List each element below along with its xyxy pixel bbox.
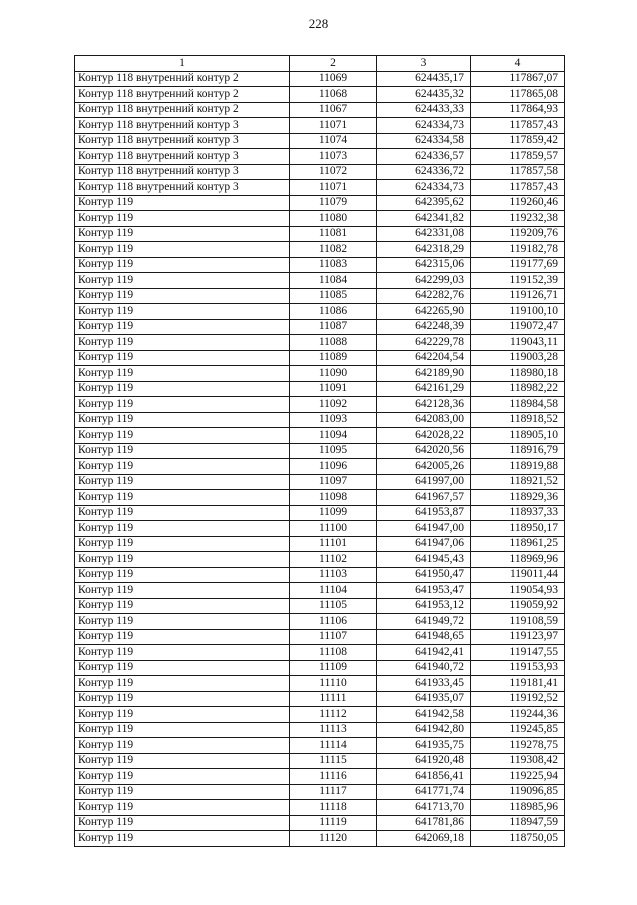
x-coordinate-cell: 641997,00 xyxy=(377,474,471,490)
table-row xyxy=(75,180,565,196)
x-coordinate-cell: 641947,06 xyxy=(377,536,471,552)
table-row xyxy=(75,800,565,816)
contour-name-cell: Контур 119 xyxy=(75,536,290,552)
table-row xyxy=(75,831,565,847)
table-row xyxy=(75,381,565,397)
point-number-cell: 11099 xyxy=(290,505,377,521)
x-coordinate-cell: 641781,86 xyxy=(377,815,471,831)
contour-name-cell: Контур 119 xyxy=(75,645,290,661)
y-coordinate-cell: 119003,28 xyxy=(471,350,565,366)
contour-name-cell: Контур 118 внутренний контур 2 xyxy=(75,102,290,118)
table-row xyxy=(75,815,565,831)
x-coordinate-cell: 642020,56 xyxy=(377,443,471,459)
point-number-cell: 11086 xyxy=(290,304,377,320)
x-coordinate-cell: 641933,45 xyxy=(377,676,471,692)
y-coordinate-cell: 119308,42 xyxy=(471,753,565,769)
y-coordinate-cell: 118961,25 xyxy=(471,536,565,552)
y-coordinate-cell: 118905,10 xyxy=(471,428,565,444)
y-coordinate-cell: 119100,10 xyxy=(471,304,565,320)
table-row xyxy=(75,474,565,490)
contour-name-cell: Контур 119 xyxy=(75,722,290,738)
point-number-cell: 11082 xyxy=(290,242,377,258)
x-coordinate-cell: 624435,17 xyxy=(377,71,471,87)
x-coordinate-cell: 641949,72 xyxy=(377,614,471,630)
point-number-cell: 11102 xyxy=(290,552,377,568)
contour-name-cell: Контур 118 внутренний контур 2 xyxy=(75,87,290,103)
x-coordinate-cell: 624336,57 xyxy=(377,149,471,165)
table-row xyxy=(75,397,565,413)
contour-name-cell: Контур 119 xyxy=(75,381,290,397)
table-row xyxy=(75,660,565,676)
point-number-cell: 11090 xyxy=(290,366,377,382)
y-coordinate-cell: 118929,36 xyxy=(471,490,565,506)
x-coordinate-cell: 641953,12 xyxy=(377,598,471,614)
contour-name-cell: Контур 119 xyxy=(75,428,290,444)
contour-name-cell: Контур 118 внутренний контур 3 xyxy=(75,118,290,134)
point-number-cell: 11083 xyxy=(290,257,377,273)
x-coordinate-cell: 642028,22 xyxy=(377,428,471,444)
table-row xyxy=(75,645,565,661)
y-coordinate-cell: 118982,22 xyxy=(471,381,565,397)
contour-name-cell: Контур 119 xyxy=(75,815,290,831)
x-coordinate-cell: 642005,26 xyxy=(377,459,471,475)
x-coordinate-cell: 642229,78 xyxy=(377,335,471,351)
y-coordinate-cell: 119278,75 xyxy=(471,738,565,754)
x-coordinate-cell: 641856,41 xyxy=(377,769,471,785)
x-coordinate-cell: 624334,58 xyxy=(377,133,471,149)
point-number-cell: 11096 xyxy=(290,459,377,475)
x-coordinate-cell: 641935,75 xyxy=(377,738,471,754)
y-coordinate-cell: 118984,58 xyxy=(471,397,565,413)
x-coordinate-cell: 642331,08 xyxy=(377,226,471,242)
contour-name-cell: Контур 119 xyxy=(75,257,290,273)
point-number-cell: 11081 xyxy=(290,226,377,242)
table-row xyxy=(75,552,565,568)
contour-name-cell: Контур 119 xyxy=(75,335,290,351)
point-number-cell: 11105 xyxy=(290,598,377,614)
y-coordinate-cell: 118950,17 xyxy=(471,521,565,537)
point-number-cell: 11073 xyxy=(290,149,377,165)
table-row xyxy=(75,195,565,211)
x-coordinate-cell: 641950,47 xyxy=(377,567,471,583)
y-coordinate-cell: 119232,38 xyxy=(471,211,565,227)
y-coordinate-cell: 119245,85 xyxy=(471,722,565,738)
contour-name-cell: Контур 119 xyxy=(75,226,290,242)
contour-name-cell: Контур 119 xyxy=(75,614,290,630)
point-number-cell: 11119 xyxy=(290,815,377,831)
contour-name-cell: Контур 119 xyxy=(75,474,290,490)
y-coordinate-cell: 118985,96 xyxy=(471,800,565,816)
y-coordinate-cell: 117857,43 xyxy=(471,180,565,196)
contour-name-cell: Контур 119 xyxy=(75,459,290,475)
x-coordinate-cell: 642315,06 xyxy=(377,257,471,273)
x-coordinate-cell: 624435,32 xyxy=(377,87,471,103)
table-row xyxy=(75,722,565,738)
table-row xyxy=(75,753,565,769)
y-coordinate-cell: 119072,47 xyxy=(471,319,565,335)
x-coordinate-cell: 642069,18 xyxy=(377,831,471,847)
contour-name-cell: Контур 118 внутренний контур 3 xyxy=(75,180,290,196)
table-row xyxy=(75,164,565,180)
table-row xyxy=(75,366,565,382)
y-coordinate-cell: 119054,93 xyxy=(471,583,565,599)
table-row xyxy=(75,304,565,320)
table-row xyxy=(75,102,565,118)
contour-name-cell: Контур 119 xyxy=(75,521,290,537)
contour-name-cell: Контур 119 xyxy=(75,707,290,723)
contour-name-cell: Контур 119 xyxy=(75,629,290,645)
point-number-cell: 11072 xyxy=(290,164,377,180)
point-number-cell: 11092 xyxy=(290,397,377,413)
point-number-cell: 11085 xyxy=(290,288,377,304)
y-coordinate-cell: 119209,76 xyxy=(471,226,565,242)
point-number-cell: 11106 xyxy=(290,614,377,630)
y-coordinate-cell: 119152,39 xyxy=(471,273,565,289)
x-coordinate-cell: 642265,90 xyxy=(377,304,471,320)
contour-name-cell: Контур 119 xyxy=(75,319,290,335)
point-number-cell: 11069 xyxy=(290,71,377,87)
contour-name-cell: Контур 119 xyxy=(75,397,290,413)
header-col-3: 3 xyxy=(377,56,471,72)
y-coordinate-cell: 117864,93 xyxy=(471,102,565,118)
point-number-cell: 11113 xyxy=(290,722,377,738)
point-number-cell: 11117 xyxy=(290,784,377,800)
contour-name-cell: Контур 119 xyxy=(75,598,290,614)
x-coordinate-cell: 641948,65 xyxy=(377,629,471,645)
y-coordinate-cell: 117857,43 xyxy=(471,118,565,134)
point-number-cell: 11104 xyxy=(290,583,377,599)
table-row xyxy=(75,490,565,506)
contour-name-cell: Контур 119 xyxy=(75,552,290,568)
point-number-cell: 11107 xyxy=(290,629,377,645)
table-row xyxy=(75,769,565,785)
x-coordinate-cell: 642248,39 xyxy=(377,319,471,335)
table-row xyxy=(75,71,565,87)
point-number-cell: 11100 xyxy=(290,521,377,537)
page-number: 228 xyxy=(308,16,329,31)
point-number-cell: 11087 xyxy=(290,319,377,335)
y-coordinate-cell: 117859,57 xyxy=(471,149,565,165)
x-coordinate-cell: 641935,07 xyxy=(377,691,471,707)
table-row xyxy=(75,784,565,800)
y-coordinate-cell: 119192,52 xyxy=(471,691,565,707)
table-row xyxy=(75,614,565,630)
contour-name-cell: Контур 119 xyxy=(75,211,290,227)
point-number-cell: 11089 xyxy=(290,350,377,366)
x-coordinate-cell: 641953,87 xyxy=(377,505,471,521)
y-coordinate-cell: 119177,69 xyxy=(471,257,565,273)
contour-name-cell: Контур 119 xyxy=(75,784,290,800)
y-coordinate-cell: 118921,52 xyxy=(471,474,565,490)
contour-name-cell: Контур 119 xyxy=(75,660,290,676)
table-row xyxy=(75,443,565,459)
x-coordinate-cell: 642083,00 xyxy=(377,412,471,428)
y-coordinate-cell: 118947,59 xyxy=(471,815,565,831)
table-row xyxy=(75,257,565,273)
y-coordinate-cell: 119059,92 xyxy=(471,598,565,614)
table-row xyxy=(75,521,565,537)
contour-name-cell: Контур 119 xyxy=(75,195,290,211)
point-number-cell: 11103 xyxy=(290,567,377,583)
contour-name-cell: Контур 119 xyxy=(75,753,290,769)
x-coordinate-cell: 642128,36 xyxy=(377,397,471,413)
y-coordinate-cell: 119096,85 xyxy=(471,784,565,800)
y-coordinate-cell: 119182,78 xyxy=(471,242,565,258)
header-col-1: 1 xyxy=(75,56,290,72)
y-coordinate-cell: 119260,46 xyxy=(471,195,565,211)
y-coordinate-cell: 119225,94 xyxy=(471,769,565,785)
contour-name-cell: Контур 119 xyxy=(75,567,290,583)
point-number-cell: 11084 xyxy=(290,273,377,289)
point-number-cell: 11118 xyxy=(290,800,377,816)
y-coordinate-cell: 118919,88 xyxy=(471,459,565,475)
table-row xyxy=(75,676,565,692)
x-coordinate-cell: 642204,54 xyxy=(377,350,471,366)
contour-name-cell: Контур 119 xyxy=(75,443,290,459)
point-number-cell: 11079 xyxy=(290,195,377,211)
table-row xyxy=(75,87,565,103)
point-number-cell: 11088 xyxy=(290,335,377,351)
table-row xyxy=(75,149,565,165)
y-coordinate-cell: 118980,18 xyxy=(471,366,565,382)
y-coordinate-cell: 118937,33 xyxy=(471,505,565,521)
y-coordinate-cell: 119181,41 xyxy=(471,676,565,692)
table-row xyxy=(75,691,565,707)
contour-name-cell: Контур 119 xyxy=(75,242,290,258)
table-row xyxy=(75,133,565,149)
x-coordinate-cell: 642395,62 xyxy=(377,195,471,211)
point-number-cell: 11110 xyxy=(290,676,377,692)
point-number-cell: 11097 xyxy=(290,474,377,490)
point-number-cell: 11067 xyxy=(290,102,377,118)
point-number-cell: 11071 xyxy=(290,180,377,196)
point-number-cell: 11109 xyxy=(290,660,377,676)
table-row xyxy=(75,459,565,475)
y-coordinate-cell: 117859,42 xyxy=(471,133,565,149)
x-coordinate-cell: 641940,72 xyxy=(377,660,471,676)
contour-name-cell: Контур 119 xyxy=(75,676,290,692)
x-coordinate-cell: 624336,72 xyxy=(377,164,471,180)
point-number-cell: 11098 xyxy=(290,490,377,506)
point-number-cell: 11068 xyxy=(290,87,377,103)
y-coordinate-cell: 118916,79 xyxy=(471,443,565,459)
contour-name-cell: Контур 118 внутренний контур 3 xyxy=(75,149,290,165)
table-row xyxy=(75,319,565,335)
y-coordinate-cell: 117867,07 xyxy=(471,71,565,87)
table-row xyxy=(75,118,565,134)
contour-name-cell: Контур 119 xyxy=(75,350,290,366)
table-row xyxy=(75,288,565,304)
contour-name-cell: Контур 119 xyxy=(75,366,290,382)
table-row xyxy=(75,335,565,351)
point-number-cell: 11114 xyxy=(290,738,377,754)
point-number-cell: 11074 xyxy=(290,133,377,149)
y-coordinate-cell: 119244,36 xyxy=(471,707,565,723)
y-coordinate-cell: 119153,93 xyxy=(471,660,565,676)
x-coordinate-cell: 641942,41 xyxy=(377,645,471,661)
y-coordinate-cell: 119043,11 xyxy=(471,335,565,351)
header-col-2: 2 xyxy=(290,56,377,72)
y-coordinate-cell: 119147,55 xyxy=(471,645,565,661)
x-coordinate-cell: 642161,29 xyxy=(377,381,471,397)
table-row xyxy=(75,536,565,552)
point-number-cell: 11115 xyxy=(290,753,377,769)
table-row xyxy=(75,505,565,521)
point-number-cell: 11091 xyxy=(290,381,377,397)
x-coordinate-cell: 641945,43 xyxy=(377,552,471,568)
table-row xyxy=(75,629,565,645)
x-coordinate-cell: 624433,33 xyxy=(377,102,471,118)
y-coordinate-cell: 118750,05 xyxy=(471,831,565,847)
contour-name-cell: Контур 119 xyxy=(75,691,290,707)
y-coordinate-cell: 118918,52 xyxy=(471,412,565,428)
x-coordinate-cell: 642189,90 xyxy=(377,366,471,382)
point-number-cell: 11112 xyxy=(290,707,377,723)
contour-name-cell: Контур 119 xyxy=(75,412,290,428)
contour-name-cell: Контур 119 xyxy=(75,273,290,289)
point-number-cell: 11120 xyxy=(290,831,377,847)
point-number-cell: 11093 xyxy=(290,412,377,428)
x-coordinate-cell: 641942,80 xyxy=(377,722,471,738)
point-number-cell: 11101 xyxy=(290,536,377,552)
y-coordinate-cell: 117865,08 xyxy=(471,87,565,103)
y-coordinate-cell: 119011,44 xyxy=(471,567,565,583)
point-number-cell: 11071 xyxy=(290,118,377,134)
table-row xyxy=(75,273,565,289)
x-coordinate-cell: 641713,70 xyxy=(377,800,471,816)
contour-name-cell: Контур 119 xyxy=(75,505,290,521)
contour-name-cell: Контур 119 xyxy=(75,304,290,320)
table-header-row xyxy=(75,56,565,72)
x-coordinate-cell: 641942,58 xyxy=(377,707,471,723)
contour-name-cell: Контур 119 xyxy=(75,490,290,506)
y-coordinate-cell: 119126,71 xyxy=(471,288,565,304)
y-coordinate-cell: 119108,59 xyxy=(471,614,565,630)
contour-name-cell: Контур 118 внутренний контур 3 xyxy=(75,133,290,149)
x-coordinate-cell: 642341,82 xyxy=(377,211,471,227)
table-row xyxy=(75,242,565,258)
x-coordinate-cell: 642282,76 xyxy=(377,288,471,304)
table-row xyxy=(75,211,565,227)
table-row xyxy=(75,598,565,614)
contour-name-cell: Контур 118 внутренний контур 2 xyxy=(75,71,290,87)
x-coordinate-cell: 642299,03 xyxy=(377,273,471,289)
contour-name-cell: Контур 119 xyxy=(75,800,290,816)
y-coordinate-cell: 118969,96 xyxy=(471,552,565,568)
point-number-cell: 11095 xyxy=(290,443,377,459)
point-number-cell: 11116 xyxy=(290,769,377,785)
x-coordinate-cell: 624334,73 xyxy=(377,118,471,134)
table-body xyxy=(75,71,565,846)
point-number-cell: 11094 xyxy=(290,428,377,444)
x-coordinate-cell: 641920,48 xyxy=(377,753,471,769)
contour-name-cell: Контур 119 xyxy=(75,738,290,754)
table-row xyxy=(75,428,565,444)
contour-name-cell: Контур 118 внутренний контур 3 xyxy=(75,164,290,180)
x-coordinate-cell: 642318,29 xyxy=(377,242,471,258)
header-col-4: 4 xyxy=(471,56,565,72)
table-row xyxy=(75,707,565,723)
table-row xyxy=(75,226,565,242)
table-row xyxy=(75,350,565,366)
table-row xyxy=(75,412,565,428)
point-number-cell: 11080 xyxy=(290,211,377,227)
x-coordinate-cell: 641771,74 xyxy=(377,784,471,800)
x-coordinate-cell: 641967,57 xyxy=(377,490,471,506)
coordinates-table xyxy=(74,55,565,847)
x-coordinate-cell: 624334,73 xyxy=(377,180,471,196)
table-row xyxy=(75,738,565,754)
x-coordinate-cell: 641953,47 xyxy=(377,583,471,599)
point-number-cell: 11108 xyxy=(290,645,377,661)
table-row xyxy=(75,567,565,583)
contour-name-cell: Контур 119 xyxy=(75,831,290,847)
point-number-cell: 11111 xyxy=(290,691,377,707)
contour-name-cell: Контур 119 xyxy=(75,288,290,304)
contour-name-cell: Контур 119 xyxy=(75,769,290,785)
contour-name-cell: Контур 119 xyxy=(75,583,290,599)
y-coordinate-cell: 119123,97 xyxy=(471,629,565,645)
table-row xyxy=(75,583,565,599)
y-coordinate-cell: 117857,58 xyxy=(471,164,565,180)
x-coordinate-cell: 641947,00 xyxy=(377,521,471,537)
